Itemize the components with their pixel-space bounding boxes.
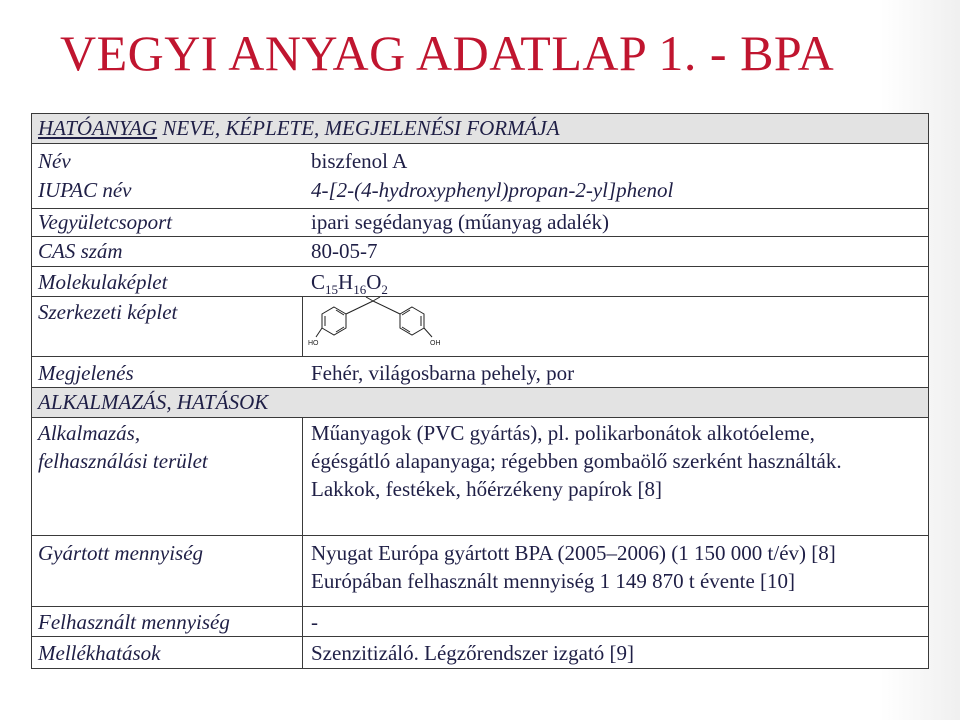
column-divider xyxy=(302,296,303,356)
section-header-rest: NEVE, KÉPLETE, MEGJELENÉSI FORMÁJA xyxy=(157,116,560,140)
page-title: VEGYI ANYAG ADATLAP 1. - BPA xyxy=(60,25,835,81)
row-value-produced-quantity: Nyugat Európa gyártott BPA (2005–2006) (1 150 000 t/év) [8] Európában felhasznált mennyiség 1 149 870 t évente [10] xyxy=(311,541,836,593)
row-value-molecular-formula: $C_{15}H_{16}O_2$ xyxy=(311,270,388,297)
divider xyxy=(32,208,928,209)
row-label-cas: CAS szám xyxy=(38,239,123,263)
divider xyxy=(32,266,928,267)
divider xyxy=(32,636,928,637)
divider xyxy=(32,236,928,237)
row-value-side-effects: Szenzitizáló. Légzőrendszer izgató [9] xyxy=(311,641,635,665)
column-divider xyxy=(302,417,303,668)
row-label-molecular-formula: Molekulaképlet xyxy=(38,270,168,294)
divider xyxy=(32,535,928,536)
divider xyxy=(32,356,928,357)
row-label-iupac: IUPAC név xyxy=(38,178,132,202)
section-header-substance xyxy=(32,114,928,143)
row-value-compound-group: ipari segédanyag (műanyag adalék) xyxy=(311,210,609,234)
data-sheet-table xyxy=(31,113,929,669)
row-label-name: Név xyxy=(38,149,71,173)
row-value-appearance: Fehér, világosbarna pehely, por xyxy=(311,361,575,385)
divider xyxy=(32,417,928,418)
row-label-produced-quantity: Gyártott mennyiség xyxy=(38,541,204,565)
ho-label: HO xyxy=(308,340,319,347)
row-label-compound-group: Vegyületcsoport xyxy=(38,210,173,234)
row-label-used-quantity: Felhasznált mennyiség xyxy=(38,610,230,634)
row-value-iupac: 4-[2-(4-hydroxyphenyl)propan-2-yl]phenol xyxy=(311,178,674,202)
row-value-used-quantity: - xyxy=(311,610,318,634)
divider xyxy=(32,296,928,297)
row-value-name: biszfenol A xyxy=(311,149,408,173)
structural-formula-image xyxy=(308,297,458,356)
section-header-applications xyxy=(32,388,928,417)
row-value-application: Műanyagok (PVC gyártás), pl. polikarbonátok alkotóeleme, égésgátló alapanyaga; régebben gombaölő szerként használták. Lakkok, festékek, hőérzékeny papírok [8] xyxy=(311,421,842,501)
row-value-cas: 80-05-7 xyxy=(311,239,378,263)
row-label-appearance: Megjelenés xyxy=(38,361,134,385)
divider xyxy=(32,143,928,144)
row-label-structural-formula: Szerkezeti képlet xyxy=(38,300,178,324)
oh-label: OH xyxy=(430,340,441,347)
row-label-application: Alkalmazás, felhasználási terület xyxy=(38,421,208,473)
divider xyxy=(32,606,928,607)
section-header-applications-text: ALKALMAZÁS, HATÁSOK xyxy=(38,390,269,414)
section-header-underlined: HATÓANYAG xyxy=(38,116,158,140)
row-label-side-effects: Mellékhatások xyxy=(38,641,161,665)
